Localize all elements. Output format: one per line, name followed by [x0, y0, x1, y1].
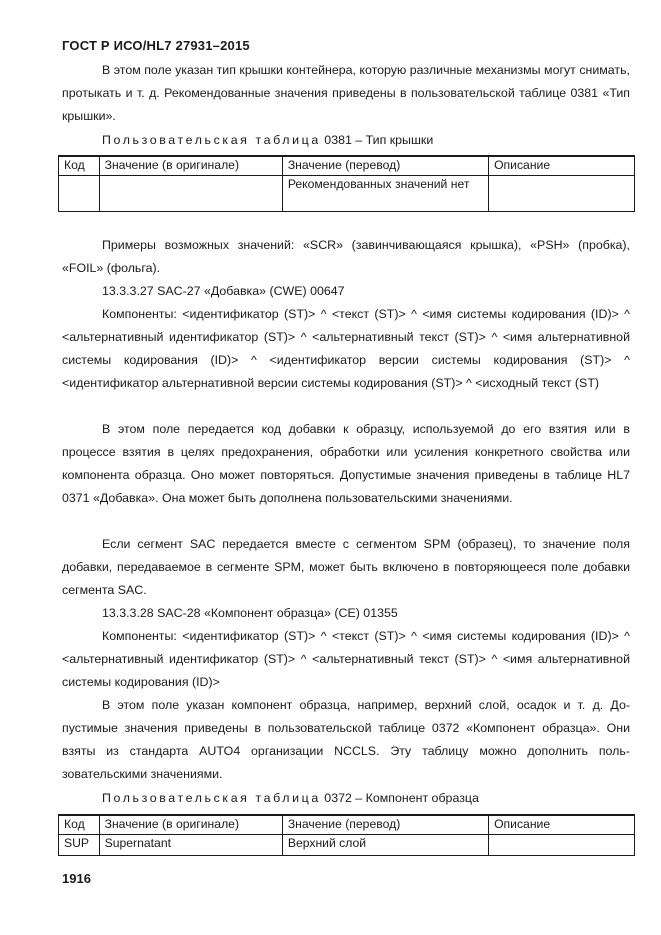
document-header: ГОСТ Р ИСО/HL7 27931–2015	[62, 38, 250, 53]
page-number: 1916	[62, 871, 91, 886]
header-cell-description: Описание	[489, 815, 635, 835]
table-0372-caption	[102, 788, 479, 808]
table-0372-caption-title: 0372 – Компонент образца	[324, 791, 479, 805]
header-cell-original: Значение (в оригинале)	[99, 156, 282, 176]
header-cell-original: Значение (в оригинале)	[99, 815, 282, 835]
table-row	[59, 835, 635, 856]
table-0381-caption-label: Пользовательская таблица	[102, 133, 321, 147]
header-cell-code: Код	[59, 815, 100, 835]
table-0381	[58, 155, 635, 212]
table-0372	[58, 814, 635, 856]
header-cell-code: Код	[59, 156, 100, 176]
cell-translation: Рекомендованных значений нет	[282, 176, 488, 212]
cell-code: SUP	[59, 835, 100, 856]
paragraph-cap-type: В этом поле указан тип крышки контейнера, которую различные механизмы могут снимать, протыкать и т. д. Рекомендованные значения приведены в пользовательской таблице 0381 «Тип крышки».	[62, 63, 630, 123]
paragraph-components-sac-27: Компоненты: <идентификатор (ST)> ^ <текст (ST)> ^ <имя системы кодирования (ID)> ^ <альтернативный идентификатор (ST)> ^ <альтернативный текст (ST)> ^ <имя альтернативной системы кодирования (ID)> ^ <идентификатор версии системы кодирования (ST)> ^ <идентификатор альтернативной версии системы кодирования (ST)> ^ <исходный текст (ST)	[62, 307, 630, 390]
header-cell-description: Описание	[489, 156, 635, 176]
paragraph-specimen-component: В этом поле указан компонент образца, например, верхний слой, осадок и т. д. Допустимые значения приведены в пользовательской таблице 0372 «Компонент образца». Они взяты из стандарта AUTO4 организации NCCLS. Эту таблицу можно дополнить пользовательскими значениями.	[62, 698, 630, 781]
cell-description	[489, 835, 635, 856]
cell-translation: Верхний слой	[282, 835, 488, 856]
table-0381-caption	[102, 130, 433, 150]
table-continuation-mask	[58, 856, 635, 866]
paragraph-examples: Примеры возможных значений: «SCR» (завинчивающаяся крышка), «PSH» (пробка), «FOIL» (фольга).	[62, 238, 630, 275]
paragraph-additive: В этом поле передается код добавки к образцу, используемой до его взятия или в процессе взятия в целях предохранения, обработки или усиления конкретного свойства или компонента образца. Оно может повторяться. Допустимые значения приведены в таблице HL7 0371 «Добавка». Она может быть дополнена пользовательскими значениями.	[62, 422, 630, 505]
paragraph-components-sac-28: Компоненты: <идентификатор (ST)> ^ <текст (ST)> ^ <имя системы кодирования (ID)> ^ <альтернативный идентификатор (ST)> ^ <альтернативный текст (ST)> ^ <имя альтернативной системы кодирования (ID)>	[62, 629, 630, 689]
header-cell-translation: Значение (перевод)	[282, 156, 488, 176]
section-heading-sac-27: 13.3.3.27 SAC-27 «Добавка» (CWE) 00647	[102, 284, 345, 298]
table-row	[59, 176, 635, 212]
table-header-row	[59, 156, 635, 176]
table-header-row	[59, 815, 635, 835]
section-heading-sac-28: 13.3.3.28 SAC-28 «Компонент образца» (CE) 01355	[102, 606, 398, 620]
paragraph-sac-spm: Если сегмент SAC передается вместе с сегментом SPM (образец), то значение поля добавки, передаваемое в сегменте SPM, может быть включено в повторяющееся поле добавки сегмента SAC.	[62, 537, 630, 597]
cell-code	[59, 176, 100, 212]
cell-description	[489, 176, 635, 212]
table-0381-caption-title: 0381 – Тип крышки	[324, 133, 434, 147]
table-0372-caption-label: Пользовательская таблица	[102, 791, 321, 805]
cell-original: Supernatant	[99, 835, 282, 856]
cell-original	[99, 176, 282, 212]
header-cell-translation: Значение (перевод)	[282, 815, 488, 835]
